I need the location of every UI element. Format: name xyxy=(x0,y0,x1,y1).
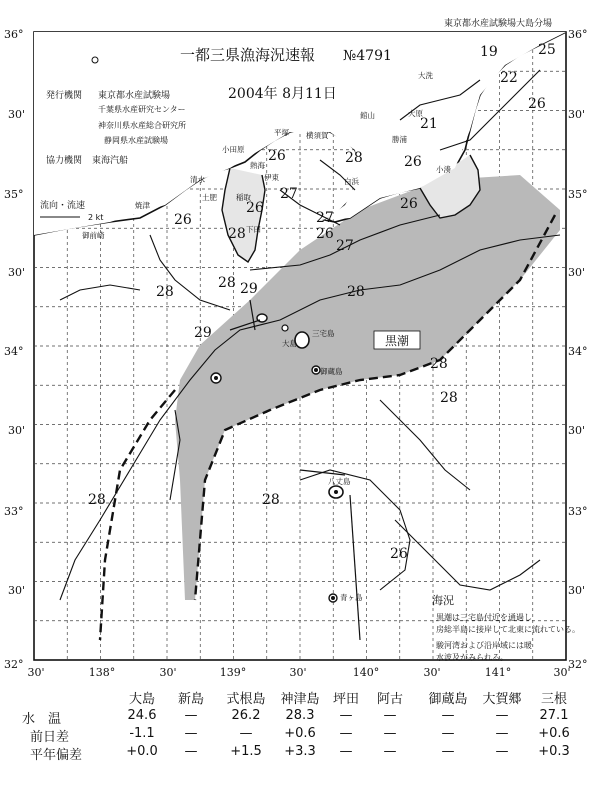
svg-text:28: 28 xyxy=(430,356,448,372)
svg-text:28: 28 xyxy=(218,275,236,291)
notes-line-1: 黒潮は三宅島付近を通過し xyxy=(436,613,532,622)
svg-text:28: 28 xyxy=(347,284,365,300)
cooperator-label: 協力機関 xyxy=(46,156,83,166)
svg-text:30': 30' xyxy=(8,108,26,121)
svg-text:大島: 大島 xyxy=(282,339,297,348)
table-cell: +0.3 xyxy=(538,744,570,759)
svg-text:27: 27 xyxy=(280,186,298,202)
column-header: 大島 xyxy=(128,692,155,707)
svg-text:35°: 35° xyxy=(4,188,24,201)
svg-text:横須賀: 横須賀 xyxy=(306,131,329,140)
svg-text:26: 26 xyxy=(246,200,264,216)
table-cell: 28.3 xyxy=(285,708,315,723)
row-label: 平年偏差 xyxy=(30,748,83,763)
table-cell: 26.2 xyxy=(231,708,261,723)
table-cell: — xyxy=(495,726,509,741)
column-header: 式根島 xyxy=(226,692,266,707)
current-legend-scale: 2 kt xyxy=(88,213,104,222)
svg-text:熱海: 熱海 xyxy=(250,161,265,170)
bulletin-title: 一都三県漁海況速報 xyxy=(180,46,316,64)
svg-text:30': 30' xyxy=(568,584,586,597)
svg-text:28: 28 xyxy=(88,492,106,508)
column-header: 大賀郷 xyxy=(482,692,522,707)
svg-text:35°: 35° xyxy=(568,188,588,201)
svg-text:27: 27 xyxy=(316,210,334,226)
notes-line-3: 駿河湾および沿岸域には暖 xyxy=(436,641,532,650)
svg-text:30': 30' xyxy=(568,266,586,279)
svg-text:27: 27 xyxy=(336,238,354,254)
svg-text:焼津: 焼津 xyxy=(135,201,150,210)
svg-text:36°: 36° xyxy=(568,28,588,41)
svg-text:大洗: 大洗 xyxy=(418,71,433,80)
svg-text:青ヶ島: 青ヶ島 xyxy=(340,593,363,602)
svg-text:21: 21 xyxy=(420,116,438,132)
longitude-labels xyxy=(27,666,570,679)
table-header-row xyxy=(0,688,600,706)
svg-text:御前崎: 御前崎 xyxy=(82,231,105,240)
table-cell: +0.6 xyxy=(538,726,570,741)
table-cell: — xyxy=(239,726,253,741)
table-cell: — xyxy=(383,708,397,723)
svg-text:30': 30' xyxy=(289,666,307,679)
publisher-1: 東京都水産試験場 xyxy=(98,91,171,101)
svg-text:140°: 140° xyxy=(352,666,380,679)
svg-text:30': 30' xyxy=(27,666,45,679)
kuroshio-label: 黒潮 xyxy=(384,334,410,348)
svg-text:小田原: 小田原 xyxy=(222,145,245,154)
svg-text:御蔵島: 御蔵島 xyxy=(320,367,343,376)
row-label: 前日差 xyxy=(30,730,70,745)
svg-text:29: 29 xyxy=(240,281,258,297)
svg-text:33°: 33° xyxy=(4,505,24,518)
table-cell: +1.5 xyxy=(230,744,262,759)
table-cell: — xyxy=(441,744,455,759)
svg-text:白浜: 白浜 xyxy=(344,177,359,186)
svg-text:下田: 下田 xyxy=(246,225,261,234)
cooperator: 東海汽船 xyxy=(92,156,129,166)
svg-text:30': 30' xyxy=(8,424,26,437)
svg-text:30': 30' xyxy=(568,108,586,121)
column-header: 阿古 xyxy=(376,692,403,707)
notes-title: 海況 xyxy=(432,594,454,607)
publisher-4: 静岡県水産試験場 xyxy=(104,136,168,145)
svg-text:平塚: 平塚 xyxy=(274,128,289,137)
table-cell: — xyxy=(383,744,397,759)
column-header: 三根 xyxy=(540,692,567,707)
svg-text:30': 30' xyxy=(553,666,571,679)
svg-text:26: 26 xyxy=(528,96,546,112)
svg-text:139°: 139° xyxy=(219,666,247,679)
notes-line-2: 房総半島に接岸して北東に流れている。 xyxy=(436,625,580,634)
svg-text:33°: 33° xyxy=(568,505,588,518)
svg-text:三宅島: 三宅島 xyxy=(312,329,335,338)
svg-text:34°: 34° xyxy=(4,345,24,358)
column-header: 御蔵島 xyxy=(428,692,468,707)
current-legend-label: 流向・流速 xyxy=(40,201,86,211)
svg-text:25: 25 xyxy=(538,42,556,58)
table-row xyxy=(0,726,600,744)
svg-text:伊東: 伊東 xyxy=(264,173,279,182)
svg-text:26: 26 xyxy=(390,546,408,562)
table-cell: +0.0 xyxy=(126,744,158,759)
water-temperature-table xyxy=(0,682,600,800)
table-cell: — xyxy=(339,708,353,723)
svg-text:28: 28 xyxy=(228,226,246,242)
table-cell: -1.1 xyxy=(129,726,155,741)
svg-text:清水: 清水 xyxy=(190,175,205,184)
table-cell: +3.3 xyxy=(284,744,316,759)
table-cell: — xyxy=(441,726,455,741)
svg-text:稲取: 稲取 xyxy=(236,193,251,202)
svg-text:八丈島: 八丈島 xyxy=(328,477,351,486)
svg-text:26: 26 xyxy=(404,154,422,170)
svg-text:30': 30' xyxy=(8,266,26,279)
bulletin-number: №4791 xyxy=(343,48,392,64)
svg-text:26: 26 xyxy=(316,226,334,242)
publisher-label: 発行機関 xyxy=(46,91,83,101)
table-cell: — xyxy=(339,726,353,741)
table-cell: — xyxy=(184,708,198,723)
column-header: 新島 xyxy=(177,692,204,707)
svg-text:26: 26 xyxy=(400,196,418,212)
svg-text:28: 28 xyxy=(345,150,363,166)
agency-top: 東京都水産試験場大島分場 xyxy=(443,19,552,29)
svg-text:勝浦: 勝浦 xyxy=(392,135,407,144)
svg-text:28: 28 xyxy=(156,284,174,300)
svg-text:36°: 36° xyxy=(4,28,24,41)
svg-text:30': 30' xyxy=(8,584,26,597)
svg-text:28: 28 xyxy=(262,492,280,508)
publisher-2: 千葉県水産研究センター xyxy=(98,105,186,114)
svg-text:26: 26 xyxy=(268,148,286,164)
svg-text:22: 22 xyxy=(500,70,518,86)
svg-text:34°: 34° xyxy=(568,345,588,358)
bulletin-date: 2004年 8月11日 xyxy=(228,86,337,102)
svg-text:30': 30' xyxy=(159,666,177,679)
svg-text:30': 30' xyxy=(423,666,441,679)
table-cell: +0.6 xyxy=(284,726,316,741)
table-cell: — xyxy=(184,726,198,741)
conditions-notes xyxy=(432,593,580,662)
table-row xyxy=(0,744,600,762)
table-row xyxy=(0,708,600,726)
svg-text:32°: 32° xyxy=(568,658,588,671)
table-cell: 24.6 xyxy=(127,708,157,723)
svg-text:大原: 大原 xyxy=(408,109,423,118)
table-cell: 27.1 xyxy=(539,708,569,723)
svg-text:29: 29 xyxy=(194,325,212,341)
column-header: 坪田 xyxy=(332,692,359,707)
svg-text:19: 19 xyxy=(480,44,498,60)
svg-text:32°: 32° xyxy=(4,658,24,671)
table-cell: — xyxy=(495,744,509,759)
svg-text:小湊: 小湊 xyxy=(436,165,451,174)
table-cell: — xyxy=(383,726,397,741)
table-cell: — xyxy=(184,744,198,759)
svg-text:141°: 141° xyxy=(484,666,512,679)
svg-text:28: 28 xyxy=(440,390,458,406)
table-cell: — xyxy=(495,708,509,723)
svg-text:土肥: 土肥 xyxy=(202,193,217,202)
warm-edge-west xyxy=(100,390,175,640)
table-cell: — xyxy=(441,708,455,723)
table-cell: — xyxy=(339,744,353,759)
svg-text:館山: 館山 xyxy=(360,111,375,120)
svg-text:138°: 138° xyxy=(88,666,116,679)
notes-line-4: 水波及がみられる。 xyxy=(436,653,508,662)
svg-text:26: 26 xyxy=(174,212,192,228)
row-label: 水 温 xyxy=(22,712,62,727)
column-header: 神津島 xyxy=(280,692,320,707)
publisher-3: 神奈川県水産総合研究所 xyxy=(98,121,186,130)
svg-text:30': 30' xyxy=(568,424,586,437)
